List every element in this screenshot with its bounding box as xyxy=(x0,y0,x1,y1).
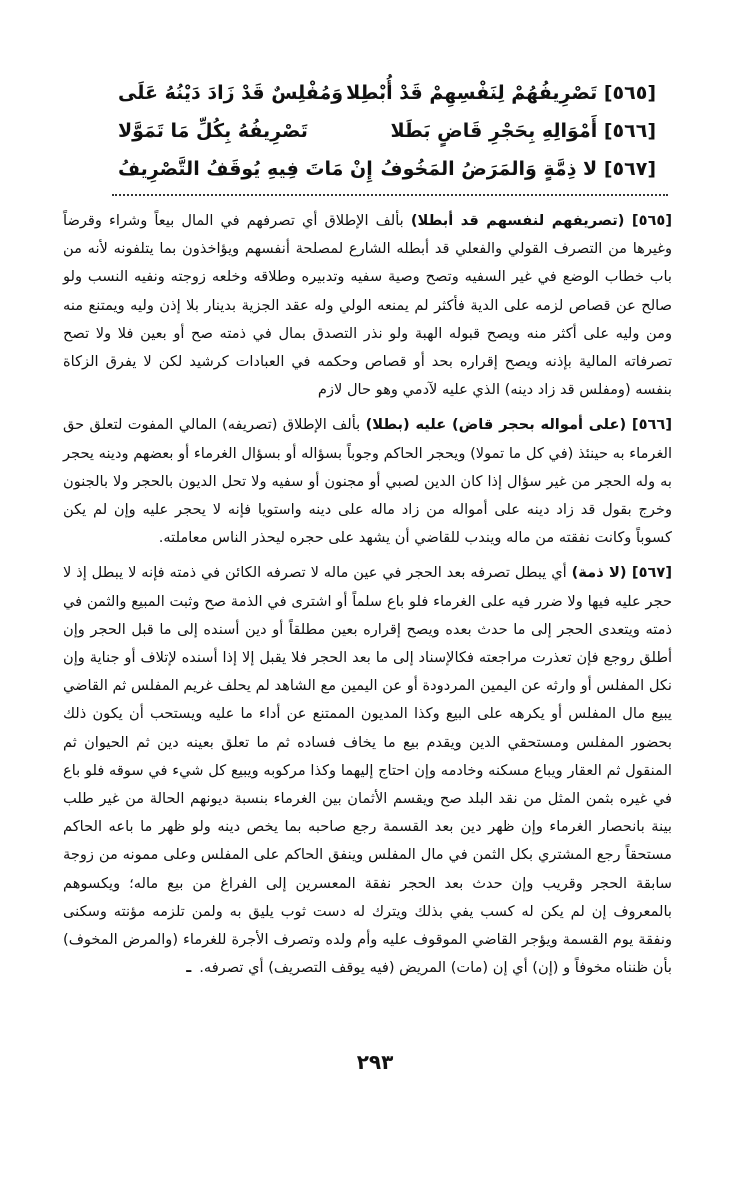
verse-second-hemistich: وَمُفْلِسٌ قَدْ زَادَ دَيْنُهُ عَلَى xyxy=(118,82,344,104)
commentary-paragraph xyxy=(63,207,672,404)
paragraph-lead: [٥٦٧] (لا ذمة) xyxy=(571,564,672,582)
paragraph-text: أي يبطل تصرفه بعد الحجر في عين ماله لا تصرفه الكائن في ذمته فإنه لا يبطل إذ لا حجر عليه فيها ولا ضرر فيه على الغرماء فلو باع سلماً أو اشترى في الذمة صح وثبت المبيع والثمن في ذمته ويتعدى الحجر إلى ما حدث بعده ويصح إقراره بعين مطلقاً أو دين أسنده إلى ما قبل الحجر وإن أطلق روجع فإن تعذرت مراجعته فكالإسناد إلى ما بعد الحجر فلا يقبل إلا إذا أسنده لإتلاف أو جناية وإن نكل المفلس أو وارثه عن اليمين المردودة أو عن اليمين مع الشاهد لم يحلف غريم المفلس ثم القاضي يبيع مال المفلس أو يكرهه على البيع وكذا المديون الممتنع عن أداء ما عليه ويستحب أن يكون ذلك بحضور المفلس ومستحقي الدين ويقدم بيع ما يخاف فساده ثم ما تعلق بعينه دين ثم الحيوان ثم المنقول ثم العقار ويباع مسكنه وخادمه وإن احتاج إليهما وكذا مركوبه ويبيع كل شيء في سوقه فلو باع في غيره بثمن المثل من نقد البلد صح ويقسم الأثمان بين الغرماء بنسبة ديونهم الحالة من غير طلب بينة بانحصار الغرماء وإن ظهر دين بعد القسمة رجع صاحبه بما يخص دينه ولو ظهر ما باعه الحاكم مستحقاً رجع المشتري بكل الثمن في مال المفلس وينفق الحاكم على المفلس وعلى ممونه من زوجة سابقة الحجر وقريب وإن حدث بعد الحجر نفقة المعسرين إلى الفراغ من بيع ماله؛ ويكسوهم بالمعروف إن لم يكن له كسب يفي بذلك ويترك له دست ثوب يليق به ولمن تلزمه مؤنته وسكنى ونفقة يوم القسمة ويؤجر القاضي الموقوف عليه وأم ولده وتصرف الأجرة للغرماء (والمرض المخوف) بأن ظنناه مخوفاً و (إن) أي إن (مات) المريض (فيه يوقف التصريف) أي تصرفه. xyxy=(63,564,672,977)
verse-first-hemistich: [٥٦٥] تَصْرِيفُهُمْ لِنَفْسِهِمْ قَدْ أُبْطِلا xyxy=(346,82,656,104)
verse-first-hemistich: [٥٦٧] لا ذِمَّةٍ وَالمَرَضُ المَخُوفُ xyxy=(380,158,656,180)
commentary-paragraph xyxy=(63,411,672,552)
verse-second-hemistich: تَصْرِيفُهُ بِكُلِّ مَا تَمَوَّلا xyxy=(118,120,308,142)
paragraph-text: بألف الإطلاق (تصريفه) المالي المفوت لتعلق حق الغرماء به حينئذ (في كل ما تمولا) ويحجر الحاكم وجوباً بسؤاله أو بسؤال الغرماء أو بعضهم ودينه يحجر به وله الحجر من غير سؤال إذا كان الدين لصبي أو مجنون أو سفيه ولا تحل الديون بالحجر ولا بالجنون وخرج بقول قد زاد دينه على أمواله من زاد ماله على دينه واستويا فإنه لا يحجر عليه وإن لم يكن كسوباً وكانت نفقته من ماله ويندب للقاضي أن يشهد على حجره ليحذر الناس معاملته. xyxy=(63,416,672,547)
commentary-body xyxy=(63,207,672,982)
poem-verses xyxy=(118,82,656,196)
end-mark: ـ xyxy=(186,959,192,977)
poem-verse xyxy=(118,158,656,196)
verse-second-hemistich: إِنْ مَاتَ فِيهِ يُوقَفُ التَّصْرِيفُ xyxy=(118,158,373,180)
paragraph-lead: [٥٦٥] (تصريفهم لنفسهم قد أبطلا) xyxy=(410,212,672,229)
dotted-divider xyxy=(112,194,668,196)
poem-verse xyxy=(118,82,656,120)
poem-verse xyxy=(118,120,656,158)
verse-first-hemistich: [٥٦٦] أَمْوَالِهِ بِحَجْرِ قَاضٍ بَطَلا xyxy=(390,120,656,142)
paragraph-lead: [٥٦٦] (على أمواله بحجر قاض) عليه (بطلا) xyxy=(365,416,672,434)
commentary-paragraph xyxy=(63,559,672,982)
paragraph-text: بألف الإطلاق أي تصرفهم في المال بيعاً وشراء وقرضاً وغيرها من التصرف القولي والفعلي قد أبطله الشارع لمصلحة أنفسهم ويؤاخذون بما يتلفونه لأنه من باب خطاب الوضع في غير السفيه وتصح وصية سفيه وتدبيره وطلاقه وخلعه زوجته ونفيه النسب ولو صالح عن قصاص لزمه على الدية فأكثر لم يمنعه الولي وله عقد الجزية بدينار بلا إذن وليه ويمتنع منه ومن وليه على أكثر منه ويصح قبوله الهبة ولو نذر التصدق بمال في ذمته صح أو بعين فلا ولا تصح تصرفاته المالية بإذنه ويصح إقراره بحد أو قصاص وحكمه في العبادات كرشيد لكن لا يفرق الزكاة بنفسه (ومفلس قد زاد دينه) الذي عليه لآدمي وهو حال لازم xyxy=(63,212,672,399)
page-number: ٢٩٣ xyxy=(356,1050,394,1074)
